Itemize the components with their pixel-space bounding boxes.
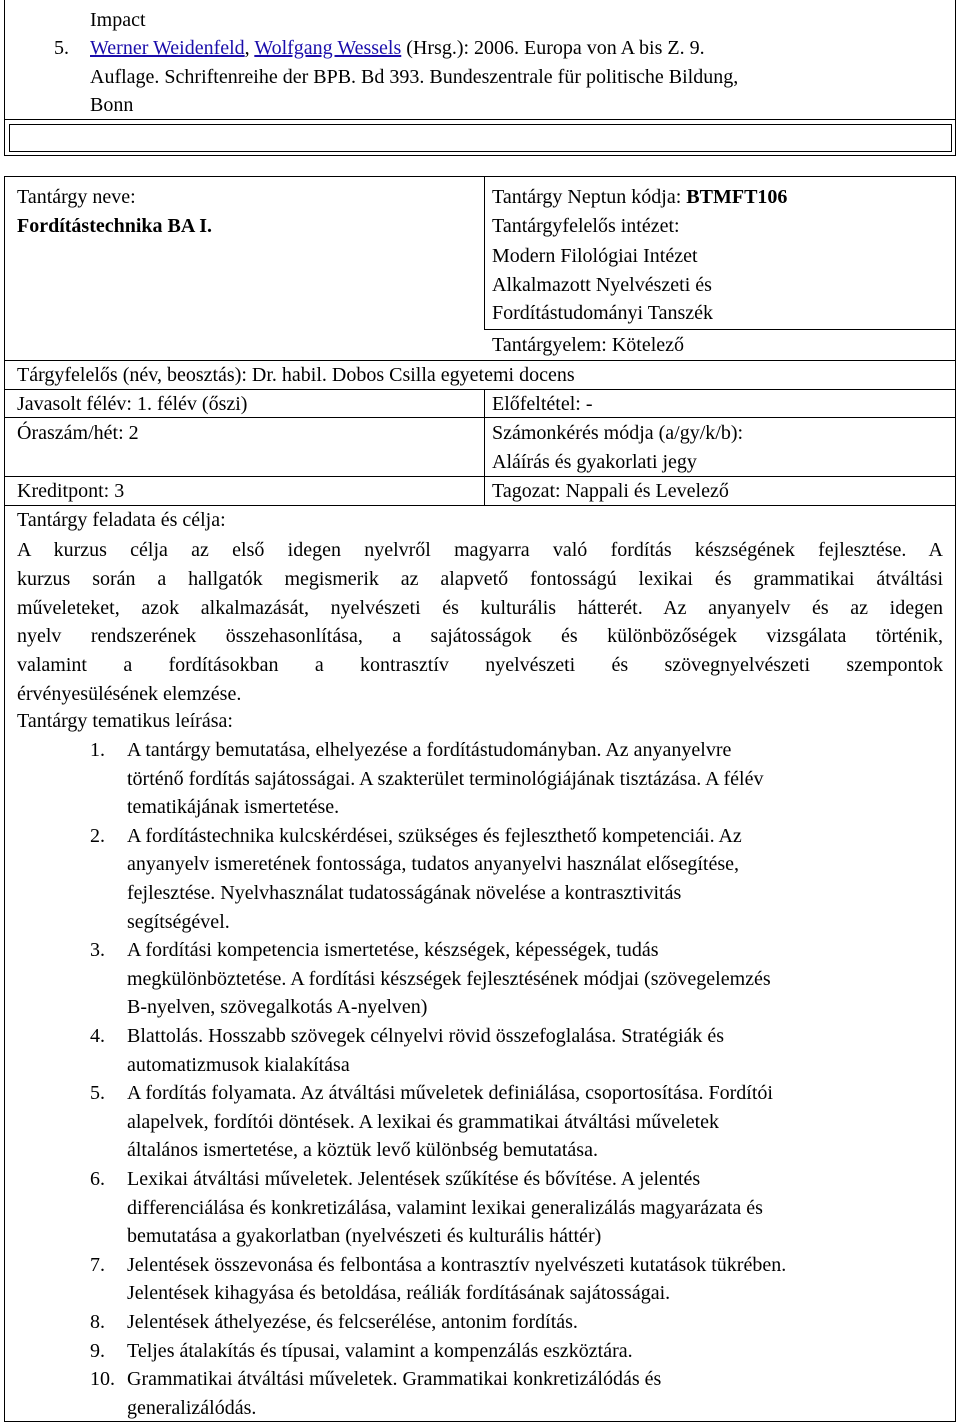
impact-text: Impact [90, 9, 146, 31]
prerequisite: Előfeltétel: - [492, 393, 593, 415]
topic-line: tematikájának ismertetése. [127, 796, 340, 819]
weekly-hours: Óraszám/hét: 2 [17, 422, 139, 444]
topic-number: 3. [90, 939, 105, 962]
assessment-line1: Számonkérés módja (a/gy/k/b): [492, 422, 744, 444]
institute-line2: Alkalmazott Nyelvészeti és [492, 274, 712, 296]
topic-number: 5. [90, 1082, 105, 1105]
topic-line: megkülönböztetése. A fordítási készségek fejlesztésének módjai (szövegelemzés [127, 967, 771, 990]
topic-line: Jelentések áthelyezése, és felcserélése, antonim fordítás. [127, 1311, 578, 1333]
topic-line: segítségével. [127, 910, 230, 933]
course-row-divider-5 [4, 476, 955, 477]
reference-rest: (Hrsg.): 2006. Europa von A bis Z. 9. [406, 37, 705, 59]
topic-line: fejlesztése. Nyelvhasználat tudatosságának növelése a kontrasztivitás [127, 882, 682, 904]
topics-label: Tantárgy tematikus leírása: [17, 710, 233, 732]
topic-line: anyanyelv ismeretének fontossága, tudatos anyanyelvi használat elősegítése, [127, 853, 740, 876]
top-table-divider [4, 119, 955, 120]
topic-line: bemutatása a gyakorlatban (nyelvészeti és kulturális háttér) [127, 1225, 602, 1248]
goal-label: Tantárgy feladata és célja: [17, 509, 226, 531]
course-col-divider-top [484, 177, 485, 330]
course-element: Tantárgyelem: Kötelező [492, 334, 685, 356]
topic-line: Lexikai átváltási műveletek. Jelentések szűkítése és bővítése. A jelentés [127, 1168, 701, 1190]
topic-line: B-nyelven, szövegalkotás A-nyelven) [127, 996, 428, 1019]
topic-line: A fordítási kompetencia ismertetése, készségek, képességek, tudás [127, 939, 659, 962]
goal-line: A kurzus célja az első idegen nyelvről magyarra való fordítás készségének fejlesztése. A [17, 539, 943, 561]
topic-number: 8. [90, 1311, 105, 1333]
reference-line2: Auflage. Schriftenreihe der BPB. Bd 393. Bundeszentrale für politische Bildung, [90, 66, 739, 88]
topic-line: történő fordítás sajátosságai. A szakterület terminológiájának tisztázása. A félév [127, 767, 764, 790]
goal-line: műveleteket, azok alkalmazását, nyelvészeti és kulturális hátterét. Az anyanyelv és az idegen [17, 596, 943, 619]
goal-line: érvényesülésének elemzése. [17, 683, 242, 705]
topic-line: differenciálása és konkretizálása, valamint lexikai generalizálás magyarázata és [127, 1196, 763, 1219]
course-row-divider-1 [484, 329, 955, 330]
topic-line: Grammatikai átváltási műveletek. Grammatikai konkretizálódás és [127, 1368, 662, 1391]
topic-line: Teljes átalakítás és típusai, valamint a kompenzálás eszköztára. [127, 1339, 633, 1362]
topic-line: automatizmusok kialakítása [127, 1053, 350, 1076]
topic-line: A tantárgy bemutatása, elhelyezése a fordítástudományban. Az anyanyelvre [127, 739, 732, 761]
reference-line1 [90, 34, 705, 62]
topic-line: A fordítás folyamata. Az átváltási műveletek definiálása, csoportosítása. Fordítói [127, 1082, 773, 1105]
credit-points: Kreditpont: 3 [17, 480, 125, 502]
neptun-code-label: Tantárgy Neptun kódja: [492, 186, 682, 208]
responsible-person: Tárgyfelelős (név, beosztás): Dr. habil. Dobos Csilla egyetemi docens [17, 364, 575, 386]
topic-number: 7. [90, 1253, 105, 1276]
goal-line: kurzus során a hallgatók megismerik az alapvető fontosságú lexikai és grammatikai átváltási [17, 567, 943, 590]
institute-line3: Fordítástudományi Tanszék [492, 302, 713, 324]
neptun-code-value: BTMFT106 [686, 186, 788, 208]
recommended-semester: Javasolt félév: 1. félév (őszi) [17, 393, 248, 415]
topic-line: általános ismertetése, a köztük levő különbség bemutatása. [127, 1139, 598, 1162]
goal-line: valamint a fordításokban a kontrasztív nyelvészeti és szövegnyelvészeti szempontok [17, 654, 943, 677]
study-mode: Tagozat: Nappali és Levelező [492, 480, 729, 502]
author-link-wessels[interactable]: Wolfgang Wessels [254, 37, 402, 59]
topic-line: alapelvek, fordítói döntések. A lexikai és grammatikai átváltási műveletek [127, 1110, 720, 1133]
reference-line3: Bonn [90, 94, 134, 116]
institute-line1: Modern Filológiai Intézet [492, 245, 698, 267]
course-col-divider-mid [484, 389, 485, 505]
course-name-label: Tantárgy neve: [17, 186, 136, 208]
topic-number: 10. [90, 1368, 115, 1391]
institute-label: Tantárgyfelelős intézet: [492, 215, 680, 237]
topic-line: A fordítástechnika kulcskérdései, szükséges és fejleszthető kompetenciái. Az [127, 824, 742, 847]
topic-line: Jelentések kihagyása és betoldása, reáliák fordításának sajátosságai. [127, 1282, 671, 1305]
top-table-empty-cell [9, 124, 952, 152]
goal-line: nyelv rendszerének összehasonlítása, a sajátosságok és különbözőségek vizsgálata történik, [17, 625, 943, 648]
topic-number: 1. [90, 739, 105, 761]
author-link-weidenfeld[interactable]: Werner Weidenfeld [90, 37, 245, 59]
topic-number: 9. [90, 1339, 105, 1362]
assessment-line2: Aláírás és gyakorlati jegy [492, 451, 697, 473]
topic-line: generalizálódás. [127, 1396, 257, 1419]
topic-number: 2. [90, 824, 105, 847]
course-name-value: Fordítástechnika BA I. [17, 215, 213, 237]
topic-number: 6. [90, 1168, 105, 1190]
topic-line: Jelentések összevonása és felbontása a kontrasztív nyelvészeti kutatások tükrében. [127, 1253, 787, 1276]
topic-number: 4. [90, 1025, 105, 1047]
neptun-code-row [492, 183, 787, 211]
author-separator: , [244, 37, 250, 59]
topic-line: Blattolás. Hosszabb szövegek célnyelvi rövid összefoglalása. Stratégiák és [127, 1025, 725, 1047]
reference-number: 5. [54, 37, 69, 59]
